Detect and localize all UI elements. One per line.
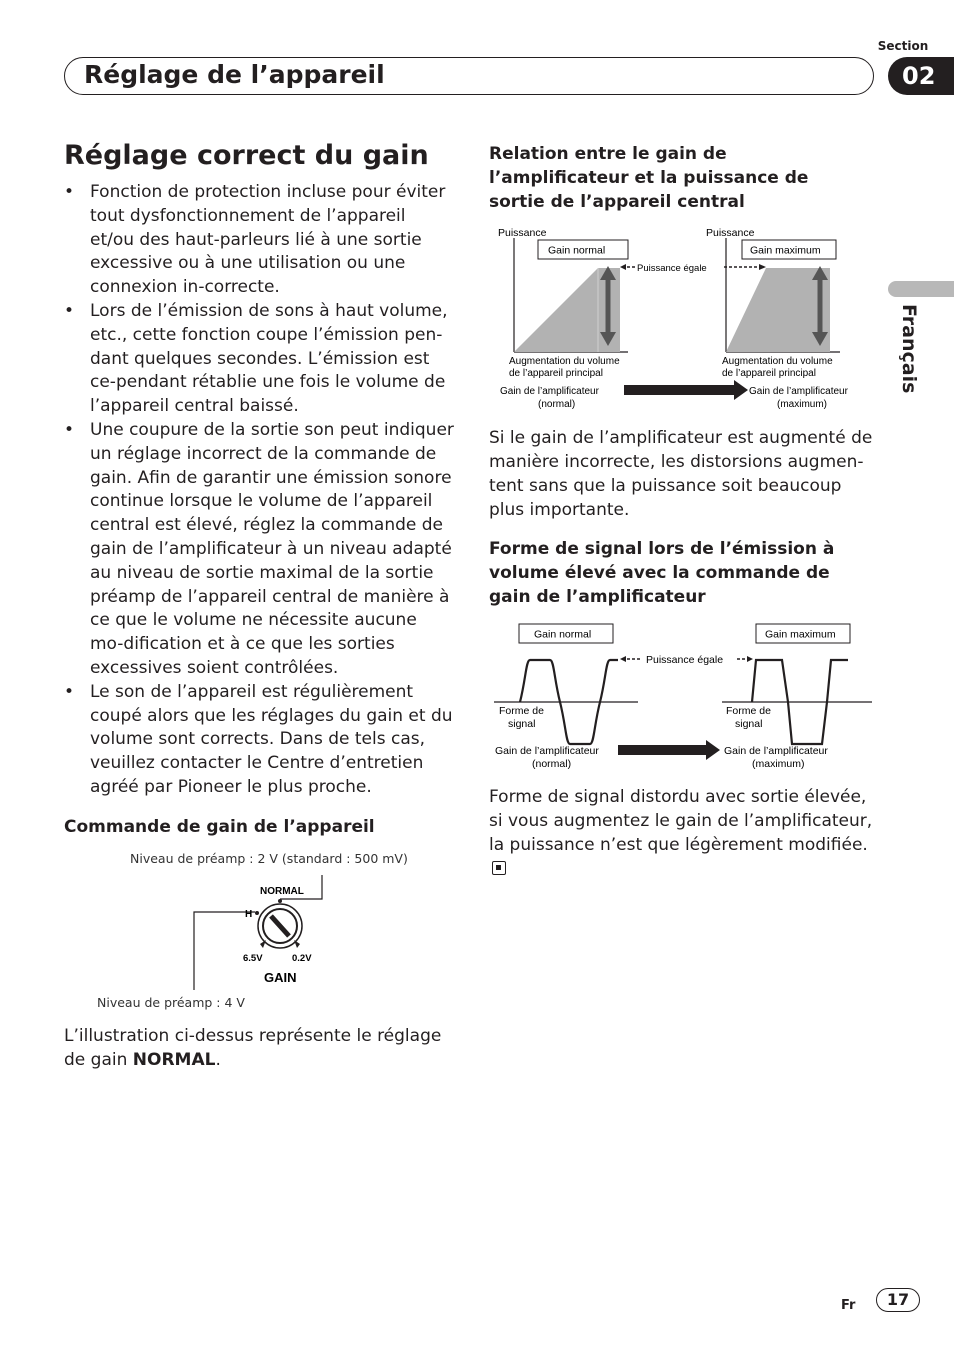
section-label: Section (877, 39, 929, 53)
puissance-egale-label: Puissance égale (637, 263, 707, 274)
arrow-icon (706, 740, 720, 760)
language-tab-label: Français (898, 304, 920, 394)
svg-text:(normal): (normal) (538, 399, 576, 410)
preamp-2v-caption: Niveau de préamp : 2 V (standard : 500 mV) (130, 851, 408, 866)
svg-text:(normal): (normal) (532, 758, 572, 770)
puissance-left-label: Puissance (498, 227, 547, 239)
bullet-list (64, 181, 454, 800)
list-item: • Lors de l’émission de sons à haut volume, etc., cette fonction coupe l’émission pen-dant quelques secondes. L’émission est ce-pendant rétablie une fois le volume de l’appareil central baissé. (64, 300, 454, 419)
gain-knob-diagram (180, 872, 340, 992)
gain-label: GAIN (264, 970, 297, 985)
list-item: • Le son de l’appareil est régulièrement coupé alors que les réglages du gain et du volume sont corrects. Dans de tels cas, veuillez contacter le Centre d’entretien agréé par Pioneer le plus proche. (64, 681, 454, 800)
svg-text:de l’appareil principal: de l’appareil principal (509, 368, 603, 379)
svg-text:Gain de l’amplificateur: Gain de l’amplificateur (500, 386, 599, 397)
normal-label: NORMAL (260, 886, 304, 897)
svg-text:Gain normal: Gain normal (534, 628, 592, 641)
gain-control-heading: Commande de gain de l’appareil (64, 817, 375, 837)
list-item: • Une coupure de la sortie son peut indiquer un réglage incorrect de la commande de gain. Afin de garantir une émission sonore continue lorsque le volume de l’appareil central est élevé, réglez la commande de gain de l’amplificateur à un niveau adapté au niveau de sortie maximal de la sortie préamp de l’appareil central de manière à ce que le volume ne nécessite aucune mo-dification et à ce que les sorties excessives soient contrôlées. (64, 419, 454, 681)
h-label: H (245, 909, 253, 920)
puissance-right-label: Puissance (706, 227, 755, 239)
gain-power-relation-heading: Relation entre le gain de l’amplificateur et la puissance de sortie de l’appareil central (489, 144, 809, 212)
waveform-paragraph: Forme de signal distordu avec sortie élevée, si vous augmentez le gain de l’amplificateur, la puissance n’est que légèrement modifiée. (489, 785, 879, 881)
svg-text:signal: signal (735, 718, 763, 730)
list-item: • Fonction de protection incluse pour éviter tout dysfonctionnement de l’appareil et/ou des haut-parleurs lié à une sortie excessive ou à une utilisation ou une connexion in-correcte. (64, 181, 454, 300)
svg-text:(maximum): (maximum) (752, 758, 805, 770)
svg-text:Forme de: Forme de (726, 705, 771, 717)
page-title: Réglage correct du gain (64, 140, 429, 171)
end-mark-icon (492, 861, 506, 875)
normal-setting-label: NORMAL (132, 1050, 216, 1070)
svg-text:Augmentation du volume: Augmentation du volume (722, 356, 833, 367)
gain-min-value: 0.2V (292, 953, 312, 964)
preamp-4v-caption: Niveau de préamp : 4 V (97, 995, 245, 1010)
svg-text:Gain de l’amplificateur: Gain de l’amplificateur (724, 745, 828, 757)
footer-language: Fr (841, 1298, 856, 1313)
arrow-icon (734, 380, 748, 400)
svg-text:signal: signal (508, 718, 536, 730)
gain-maximum-label: Gain maximum (750, 244, 821, 257)
chapter-title: Réglage de l’appareil (84, 60, 385, 89)
svg-text:Gain maximum: Gain maximum (765, 628, 836, 641)
waveform-diagram (490, 620, 874, 772)
illustration-note: L’illustration ci-dessus représente le réglage de gain NORMAL. (64, 1026, 442, 1070)
svg-text:Gain de l’amplificateur: Gain de l’amplificateur (495, 745, 599, 757)
svg-text:Puissance égale: Puissance égale (646, 654, 724, 666)
distortion-paragraph: Si le gain de l’amplificateur est augmenté de manière incorrecte, les distorsions augmen-tent sans que la puissance soit beaucoup plus importante. (489, 428, 873, 520)
svg-text:Augmentation du volume: Augmentation du volume (509, 356, 620, 367)
gain-power-diagram (490, 224, 874, 416)
svg-text:(maximum): (maximum) (777, 399, 827, 410)
language-tab-marker (888, 281, 954, 297)
page-number: 17 (876, 1288, 920, 1312)
gain-normal-label: Gain normal (548, 244, 606, 257)
svg-text:Gain de l’amplificateur: Gain de l’amplificateur (749, 386, 848, 397)
svg-text:de l’appareil principal: de l’appareil principal (722, 368, 816, 379)
section-number-badge: 02 (888, 57, 954, 95)
waveform-heading: Forme de signal lors de l’émission à volume élevé avec la commande de gain de l’amplificateur (489, 539, 835, 607)
svg-text:Forme de: Forme de (499, 705, 544, 717)
gain-max-value: 6.5V (243, 953, 263, 964)
